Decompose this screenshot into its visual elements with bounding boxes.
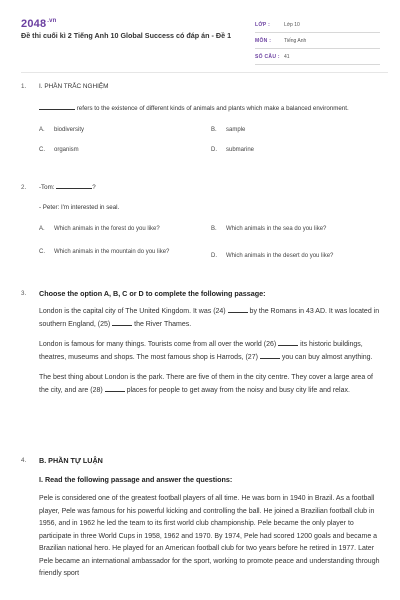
question-body (39, 82, 380, 170)
passage-paragraph-2: London is famous for many things. Tourists come from all over the world (26) its historic buildings, theatres, museums and shops. The most famous shop is Harrods, (27) you can buy almost anything. (39, 341, 373, 361)
document-sheet (12, 10, 388, 600)
question-body (39, 456, 380, 581)
option-b[interactable]: B. Which animals in the sea do you like? (211, 226, 327, 232)
option-a[interactable]: A. biodiversity (39, 127, 85, 133)
document-title: Đề thi cuối kì 2 Tiếng Anh 10 Global Success có đáp án - Đề 1 (21, 31, 232, 40)
meta-value: Lớp 10 (284, 21, 300, 28)
question-stem: refers to the existence of different kinds of animals and plants which make a balanced environment. (39, 104, 380, 114)
question-number: 2. (21, 184, 27, 191)
document-meta (255, 17, 380, 65)
dialogue-line: -Tom: ? (39, 184, 96, 191)
site-logo[interactable]: $2048^{.vn}$ (21, 18, 57, 30)
reading-passage: Pele is considered one of the greatest football players of all time. He was born in 1940 in Brazil. As a football player, Pele was famous for his powerful kicking and controlling the ball. He joined a Brazilian football club in 1956, and in 1962 he led the team to its first world club championship. Pele became the only player to participate in three World Cups in 1958, 1962 and 1970. By 1974, Pele had scored 1200 goals and became a Brazilian national hero. He played for an American football club for two years before he retired in 1977. Later Pele became an international ambassador for the sport, working to promote peace and understanding through friendly sport (39, 495, 380, 577)
dialogue-line: - Peter: I'm interested in seal. (39, 204, 120, 211)
option-c[interactable]: C. organism (39, 147, 79, 153)
question-prompt: Choose the option A, B, C or D to complete the following passage: (39, 289, 266, 298)
header-divider (21, 72, 388, 73)
option-a[interactable]: A. Which animals in the forest do you like? (39, 226, 160, 232)
meta-row-count (255, 49, 380, 65)
question-body (39, 289, 380, 397)
answer-blank (39, 104, 75, 110)
option-b[interactable]: B. sample (211, 127, 246, 133)
meta-key: MÔN : (255, 37, 272, 44)
meta-key: SỐ CÂU : (255, 53, 280, 60)
question-number: 4. (21, 457, 27, 464)
meta-row-class (255, 17, 380, 33)
answer-blank (278, 340, 298, 346)
options (39, 217, 380, 269)
question-number: 1. (21, 83, 27, 90)
question-number: 3. (21, 290, 27, 297)
answer-blank (105, 386, 125, 392)
option-d[interactable]: D. submarine (211, 147, 255, 153)
document-header (12, 10, 388, 65)
section-title: B. PHẦN TỰ LUẬN (39, 456, 103, 465)
question-prompt: I. Read the following passage and answer the questions: (39, 475, 233, 484)
answer-blank (112, 320, 132, 326)
answer-blank (56, 183, 92, 189)
section-title: I. PHẦN TRẮC NGHIỆM (39, 83, 109, 90)
meta-value: 41 (284, 53, 290, 60)
meta-value: Tiếng Anh (284, 37, 307, 44)
passage-paragraph-1: London is the capital city of The United Kingdom. It was (24) by the Romans in 43 AD. It was located in southern England, (25) the River Thames. (39, 308, 380, 328)
option-c[interactable]: C. Which animals in the mountain do you like? (39, 249, 170, 255)
options (39, 122, 380, 170)
question-body (39, 183, 380, 269)
answer-blank (228, 307, 248, 313)
answer-blank (260, 353, 280, 359)
passage-paragraph-3: The best thing about London is the park. There are five of them in the city centre. They cover a large area of the city, and are (28) places for people to get away from the noisy and busy city life and relax. (39, 374, 373, 394)
meta-row-subject (255, 33, 380, 49)
option-d[interactable]: D. Which animals in the desert do you like? (211, 253, 334, 259)
meta-key: LỚP : (255, 21, 271, 28)
